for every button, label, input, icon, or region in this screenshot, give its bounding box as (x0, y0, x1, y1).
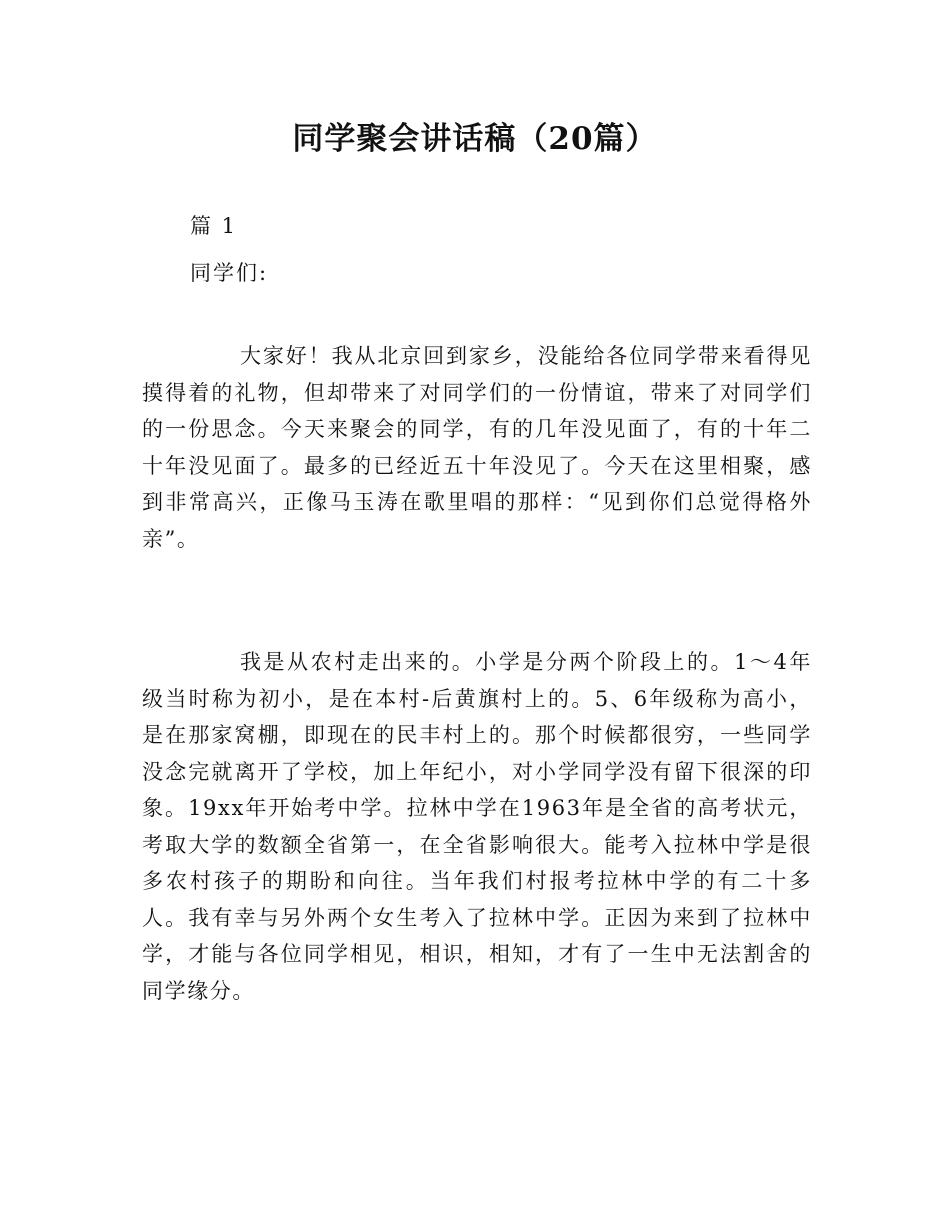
greeting-line: 同学们: (190, 261, 269, 285)
paragraph-1 (142, 338, 812, 557)
section-label: 篇 1 (190, 214, 238, 238)
paragraph-2 (142, 644, 812, 1009)
paragraph-1-text: 大家好！我从北京回到家乡，没能给各位同学带来看得见摸得着的礼物，但却带来了对同学们的一份情谊，带来了对同学们的一份思念。今天来聚会的同学，有的几年没见面了，有的十年二十年没见面了。最多的已经近五十年没见了。今天在这里相聚，感到非常高兴，正像马玉涛在歌里唱的那样：“见到你们总觉得格外亲”。 (142, 344, 812, 551)
paragraph-2-text: 我是从农村走出来的。小学是分两个阶段上的。1～4年级当时称为初小，是在本村-后黄旗村上的。5、6年级称为高小，是在那家窝棚，即现在的民丰村上的。那个时候都很穷，一些同学没念完就离开了学校，加上年纪小，对小学同学没有留下很深的印象。19xx年开始考中学。拉林中学在1963年是全省的高考状元，考取大学的数额全省第一，在全省影响很大。能考入拉林中学是很多农村孩子的期盼和向往。当年我们村报考拉林中学的有二十多人。我有幸与另外两个女生考入了拉林中学。正因为来到了拉林中学，才能与各位同学相见，相识，相知，才有了一生中无法割舍的同学缘分。 (142, 650, 812, 1003)
document-title: 同学聚会讲话稿（20篇） (292, 121, 658, 157)
